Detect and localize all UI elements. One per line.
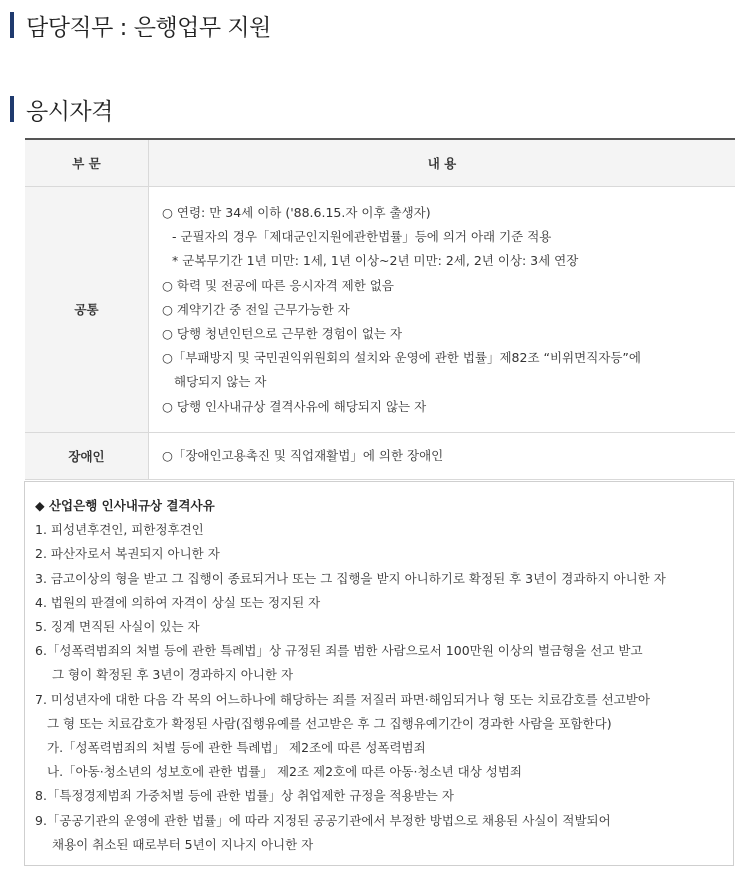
job-heading	[10, 8, 271, 42]
heading-bar	[10, 12, 14, 38]
disqualification-box	[24, 481, 734, 866]
row-category: 공통	[25, 187, 149, 433]
list-item: 8.「특정경제범죄 가중처벌 등에 관한 법률」상 취업제한 규정을 적용받는 자	[35, 788, 454, 804]
disqualification-title: ◆ 산업은행 인사내규상 결격사유	[35, 498, 215, 513]
table-header-row	[25, 139, 735, 187]
list-item: 5. 징계 면직된 사실이 있는 자	[35, 619, 200, 635]
qualification-table	[25, 138, 735, 480]
content-line: ○ 당행 인사내규상 결격사유에 해당되지 않는 자	[162, 398, 427, 414]
content-line: ○ 당행 청년인턴으로 근무한 경험이 없는 자	[162, 326, 403, 342]
list-item: 나.「아동·청소년의 성보호에 관한 법률」 제2조 제2호에 따른 아동·청소년 대상 성범죄	[47, 764, 522, 780]
list-item: 7. 미성년자에 대한 다음 각 목의 어느하나에 해당하는 죄를 저질러 파면·해임되거나 형 또는 치료감호를 선고받아	[35, 691, 650, 707]
table-row-common	[25, 187, 735, 433]
content-line: 해당되지 않는 자	[174, 374, 267, 390]
content-line: ○「부패방지 및 국민권익위원회의 설치와 운영에 관한 법률」제82조 “비위면직자등”에	[162, 350, 641, 366]
list-item: 1. 피성년후견인, 피한정후견인	[35, 522, 204, 538]
list-item: 그 형이 확정된 후 3년이 경과하지 아니한 자	[52, 667, 294, 683]
column-header-content: 내 용	[149, 139, 736, 187]
qualification-heading	[10, 92, 113, 126]
content-line: ○ 연령: 만 34세 이하 ('88.6.15.자 이후 출생자)	[162, 205, 431, 220]
list-item: 가.「성폭력범죄의 처벌 등에 관한 특례법」 제2조에 따른 성폭력범죄	[47, 740, 426, 756]
job-heading-text: 담당직무 : 은행업무 지원	[26, 14, 271, 41]
column-header-category: 부 문	[25, 139, 149, 187]
qualification-heading-text: 응시자격	[26, 98, 113, 125]
row-category: 장애인	[25, 432, 149, 479]
list-item: 6.「성폭력범죄의 처벌 등에 관한 특례법」상 규정된 죄를 범한 사람으로서 100만원 이상의 벌금형을 선고 받고	[35, 643, 643, 659]
content-line: ○ 학력 및 전공에 따른 응시자격 제한 없음	[162, 277, 394, 293]
row-content	[149, 432, 736, 479]
list-item: 2. 파산자로서 복권되지 아니한 자	[35, 546, 220, 562]
list-item: 4. 법원의 판결에 의하여 자격이 상실 또는 정지된 자	[35, 594, 321, 610]
row-content	[149, 187, 736, 433]
heading-bar	[10, 96, 14, 122]
content-line: - 군필자의 경우「제대군인지원에관한법률」등에 의거 아래 기준 적용	[172, 229, 552, 245]
table-row-disabled	[25, 432, 735, 479]
list-item: 그 형 또는 치료감호가 확정된 사람(집행유예를 선고받은 후 그 집행유예기간이 경과한 사람을 포함한다)	[47, 715, 612, 731]
list-item: 9.「공공기관의 운영에 관한 법률」에 따라 지정된 공공기관에서 부정한 방법으로 채용된 사실이 적발되어	[35, 812, 611, 828]
list-item: 채용이 취소된 때로부터 5년이 지나지 아니한 자	[52, 836, 314, 852]
content-line: ○ 계약기간 중 전일 근무가능한 자	[162, 301, 350, 317]
list-item: 3. 금고이상의 형을 받고 그 집행이 종료되거나 또는 그 집행을 받지 아니하기로 확정된 후 3년이 경과하지 아니한 자	[35, 570, 666, 586]
content-line: * 군복무기간 1년 미만: 1세, 1년 이상~2년 미만: 2세, 2년 이상: 3세 연장	[172, 253, 579, 269]
content-line: ○「장애인고용촉진 및 직업재활법」에 의한 장애인	[162, 447, 444, 463]
